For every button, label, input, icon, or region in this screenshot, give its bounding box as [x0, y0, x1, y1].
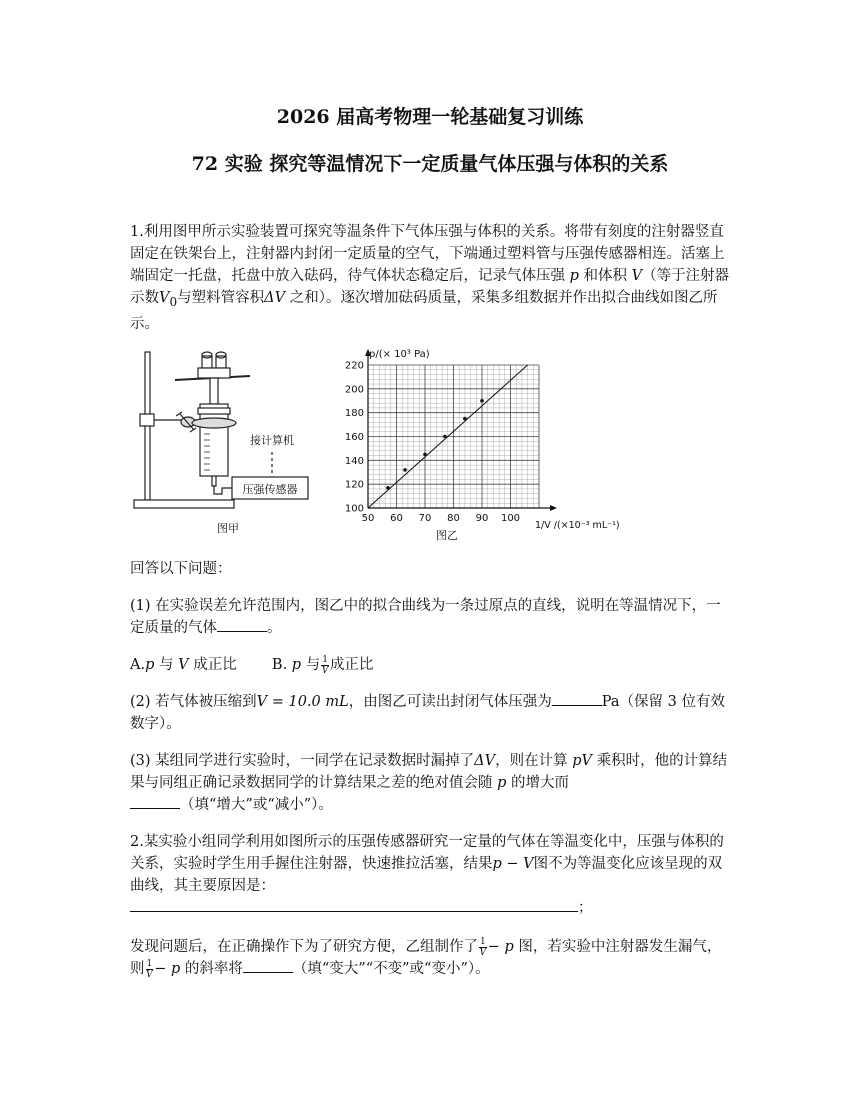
x-axis-label: 1/V /(×10⁻³ mL⁻¹)	[535, 520, 620, 531]
stand-base	[134, 500, 234, 508]
apparatus-figure	[130, 348, 320, 543]
answer-blank-4[interactable]	[130, 897, 578, 912]
y-axis-label: p/(× 10³ Pa)	[369, 349, 430, 360]
y-tick-label: 140	[344, 455, 364, 467]
chart-grid-major	[368, 365, 539, 508]
page-title: 2026 届高考物理一轮基础复习训练	[276, 106, 584, 128]
q1-sub3: (3) 某组同学进行实验时，一同学在记录数据时漏掉了ΔV，则在计算 pV 乘积时，他的计算结果与同组正确记录数据同学的计算结果之差的绝对值会随 p 的增大而 （填“增大”或“减小”）。	[130, 753, 728, 813]
q2-text: 2.某实验小组同学利用如图所示的压强传感器研究一定量的气体在等温变化中，压强与体积的关系，实验时学生用手握住注射器，快速推拉活塞，结果p − V图不为等温变化应该呈现的双曲线，其主要原因是： ；	[130, 834, 724, 916]
q1-sub1: (1) 在实验误差允许范围内，图乙中的拟合曲线为一条过原点的直线，说明在等温情况下，一定质量的气体 。	[130, 598, 721, 636]
pressure-chart	[335, 345, 625, 545]
y-tick-label: 160	[344, 432, 364, 443]
data-point-6	[480, 399, 484, 403]
x-tick-label: 70	[418, 513, 432, 524]
page-subtitle: 72 实验 探究等温情况下一定质量气体压强与体积的关系	[191, 153, 669, 175]
answer-lead: 回答以下问题：	[130, 561, 232, 577]
x-tick-label: 80	[447, 513, 460, 524]
data-point-3	[423, 453, 427, 457]
data-point-2	[403, 468, 407, 472]
q2-text-2: 发现问题后，在正确操作下为了研究方便，乙组制作了 $\frac{1}{V}$ − p 图，若实验中注射器发生漏气，则 $\frac{1}{V}$ − p 的斜率将 （填“变大”“不变”或“变小”）。	[130, 936, 722, 980]
caption-yi: 图乙	[436, 529, 458, 542]
data-point-5	[463, 417, 467, 421]
y-tick-label: 100	[344, 503, 364, 515]
x-tick-label: 90	[475, 513, 489, 524]
answer-blank-3[interactable]	[130, 794, 180, 809]
x-axis-arrow	[550, 505, 557, 511]
option-b[interactable]: B. p 与 $\frac{1}{V}$ 成正比	[271, 654, 374, 676]
option-a[interactable]: A.p 与 V 成正比	[130, 657, 237, 673]
q1-intro: 1.利用图甲所示实验装置可探究等温条件下气体压强与体积的关系。将带有刻度的注射器竖直固定在铁架台上，注射器内封闭一定质量的空气，下端通过塑料管与压强传感器相连。活塞上端固定一托盘，托盘中放入砝码，待气体状态稳定后，记录气体压强 p 和体积 V（等于注射器示数$V_0$与塑料管容积ΔV 之和）。逐次增加砝码质量，采集多组数据并作出拟合曲线如图乙所示。	[130, 224, 730, 332]
label-sensor: 压强传感器	[242, 483, 298, 496]
caption-jia: 图甲	[217, 522, 239, 535]
x-tick-label: 50	[361, 513, 375, 524]
label-computer: 接计算机	[250, 434, 294, 447]
answer-blank-2[interactable]	[552, 691, 602, 706]
y-tick-label: 220	[344, 360, 364, 372]
answer-blank-1[interactable]	[217, 617, 267, 632]
data-point-1	[386, 486, 390, 490]
answer-blank-5[interactable]	[243, 958, 293, 973]
x-tick-label: 60	[390, 513, 403, 524]
y-tick-label: 180	[344, 408, 364, 420]
q1-options	[130, 654, 735, 676]
q1-sub2: (2) 若气体被压缩到V = 10.0 mL，由图乙可读出封闭气体压强为 Pa（保留 3 位有效数字）。	[130, 691, 735, 735]
y-tick-label: 120	[344, 479, 364, 491]
y-tick-label: 200	[344, 384, 364, 396]
fraction-1-over-v: $\frac{1}{V}$	[321, 654, 329, 676]
data-point-4	[443, 435, 447, 439]
x-tick-label: 100	[500, 513, 521, 524]
